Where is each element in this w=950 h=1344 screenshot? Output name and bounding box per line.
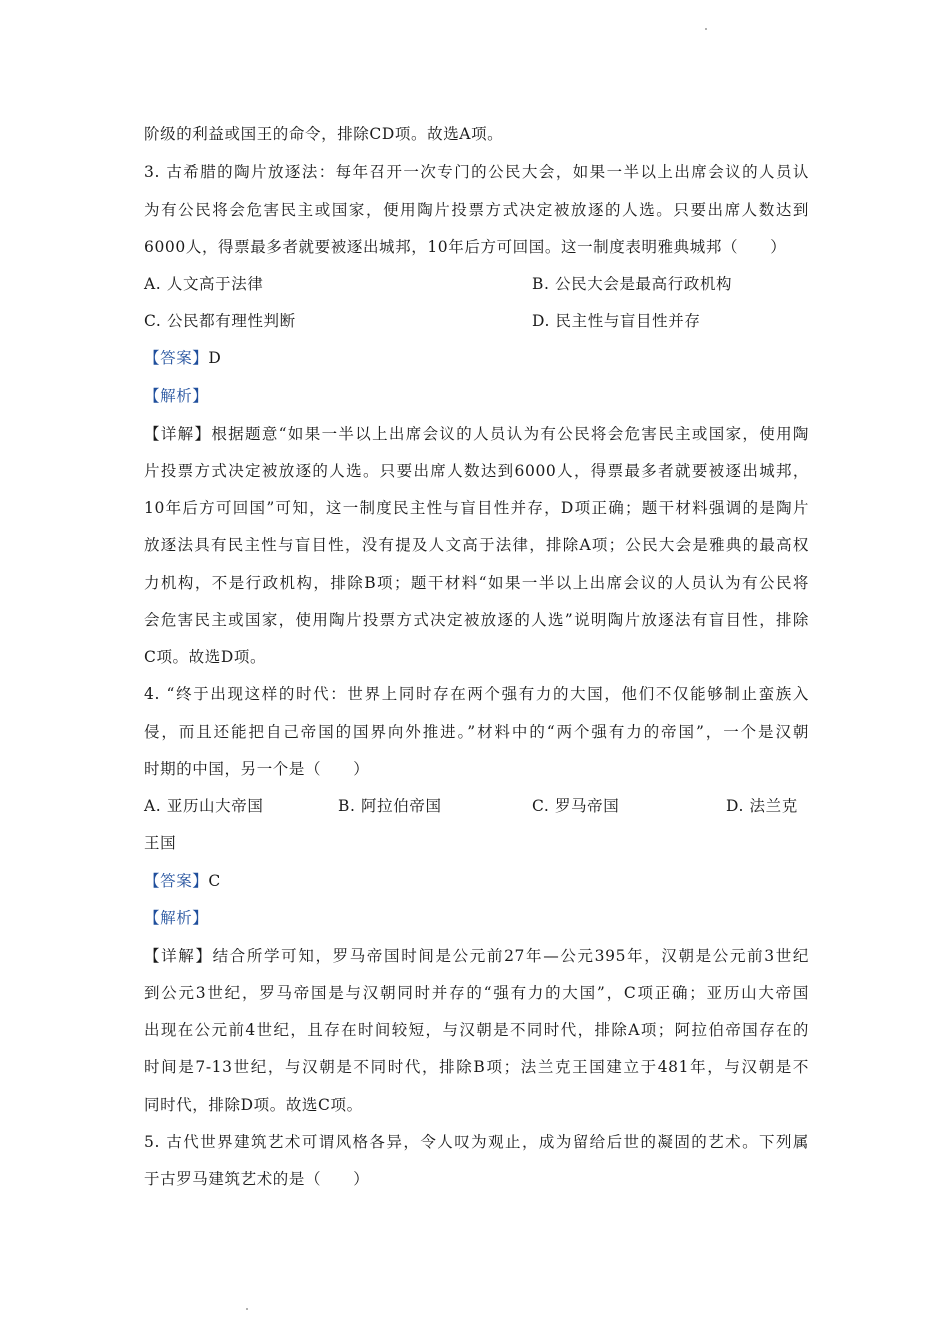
scan-dot [246, 1308, 248, 1310]
question-3-text: 为有公民将会危害民主或国家，便用陶片投票方式决定被放逐的人选。只要出席人数达到 [144, 201, 809, 219]
question-3-detail: C项。故选D项。 [144, 648, 267, 666]
detail-text: 结合所学可知，罗马帝国时间是公元前27年—公元395年，汉朝是公元前3世纪 [212, 947, 809, 965]
question-4-detail: 到公元3世纪，罗马帝国是与汉朝同时并存的“强有力的大国”，C项正确；亚历山大帝国 [144, 984, 809, 1002]
question-4-option-c: C. 罗马帝国 [532, 797, 620, 815]
question-4-analysis-label [144, 908, 809, 928]
question-4-detail [144, 946, 809, 966]
question-3-answer [144, 348, 809, 368]
question-3-detail: 片投票方式决定被放逐的人选。只要出席人数达到6000人，得票最多者就要被逐出城邦， [144, 462, 809, 480]
question-4-detail: 同时代，排除D项。故选C项。 [144, 1096, 363, 1114]
detail-text: 根据题意“如果一半以上出席会议的人员认为有公民将会危害民主或国家，使用陶 [211, 425, 810, 443]
question-5-text: 5. 古代世界建筑艺术可谓风格各异，令人叹为观止，成为留给后世的凝固的艺术。下列属 [144, 1133, 809, 1151]
question-3-detail: 10年后方可回国”可知，这一制度民主性与盲目性并存，D项正确；题干材料强调的是陶片 [144, 499, 809, 517]
question-4-text: 4. “终于出现这样的时代：世界上同时存在两个强有力的大国，他们不仅能够制止蛮族入 [144, 685, 809, 703]
detail-label: 【详解】 [144, 425, 212, 443]
question-4-option-a: A. 亚历山大帝国 [144, 797, 264, 815]
question-3-detail: 力机构，不是行政机构，排除B项；题干材料“如果一半以上出席会议的人员认为有公民将 [144, 574, 809, 592]
question-3-analysis-label [144, 386, 809, 406]
question-4-answer [144, 871, 809, 891]
question-3-option-a: A. 人文高于法律 [144, 275, 264, 293]
question-4-option-d: D. 法兰克 [726, 797, 798, 815]
question-3-option-d: D. 民主性与盲目性并存 [532, 312, 701, 330]
question-3-detail [144, 424, 809, 444]
answer-value: C [208, 872, 221, 890]
answer-value: D [208, 349, 222, 367]
question-4-detail: 出现在公元前4世纪，且存在时间较短，与汉朝是不同时代，排除A项；阿拉伯帝国存在的 [144, 1021, 809, 1039]
question-3-option-b: B. 公民大会是最高行政机构 [532, 275, 733, 293]
analysis-label: 【解析】 [144, 909, 209, 927]
answer-label: 【答案】 [144, 349, 209, 367]
question-3-detail: 放逐法具有民主性与盲目性，没有提及人文高于法律，排除A项；公民大会是雅典的最高权 [144, 536, 809, 554]
question-3-text: 6000人，得票最多者就要被逐出城邦，10年后方可回国。这一制度表明雅典城邦（ ） [144, 238, 787, 256]
question-4-text: 时期的中国，另一个是（ ） [144, 760, 370, 778]
question-4-detail: 时间是7-13世纪，与汉朝是不同时代，排除B项；法兰克王国建立于481年，与汉朝是不 [144, 1058, 809, 1076]
question-4-option-b: B. 阿拉伯帝国 [338, 797, 442, 815]
question-5-text: 于古罗马建筑艺术的是（ ） [144, 1170, 370, 1188]
analysis-label: 【解析】 [144, 387, 209, 405]
scan-dot [705, 28, 707, 30]
question-3-text: 3. 古希腊的陶片放逐法：每年召开一次专门的公民大会，如果一半以上出席会议的人员认 [144, 163, 809, 181]
detail-label: 【详解】 [144, 947, 213, 965]
question-4-option-d-continued: 王国 [144, 834, 177, 852]
question-4-text: 侵，而且还能把自己帝国的国界向外推进。”材料中的“两个强有力的帝国”，一个是汉朝 [144, 723, 809, 741]
question-3-option-c: C. 公民都有理性判断 [144, 312, 296, 330]
text-line: 阶级的利益或国王的命令，排除CD项。故选A项。 [144, 125, 504, 143]
answer-label: 【答案】 [144, 872, 209, 890]
question-3-detail: 会危害民主或国家，使用陶片投票方式决定被放逐的人选”说明陶片放逐法有盲目性，排除 [144, 611, 809, 629]
